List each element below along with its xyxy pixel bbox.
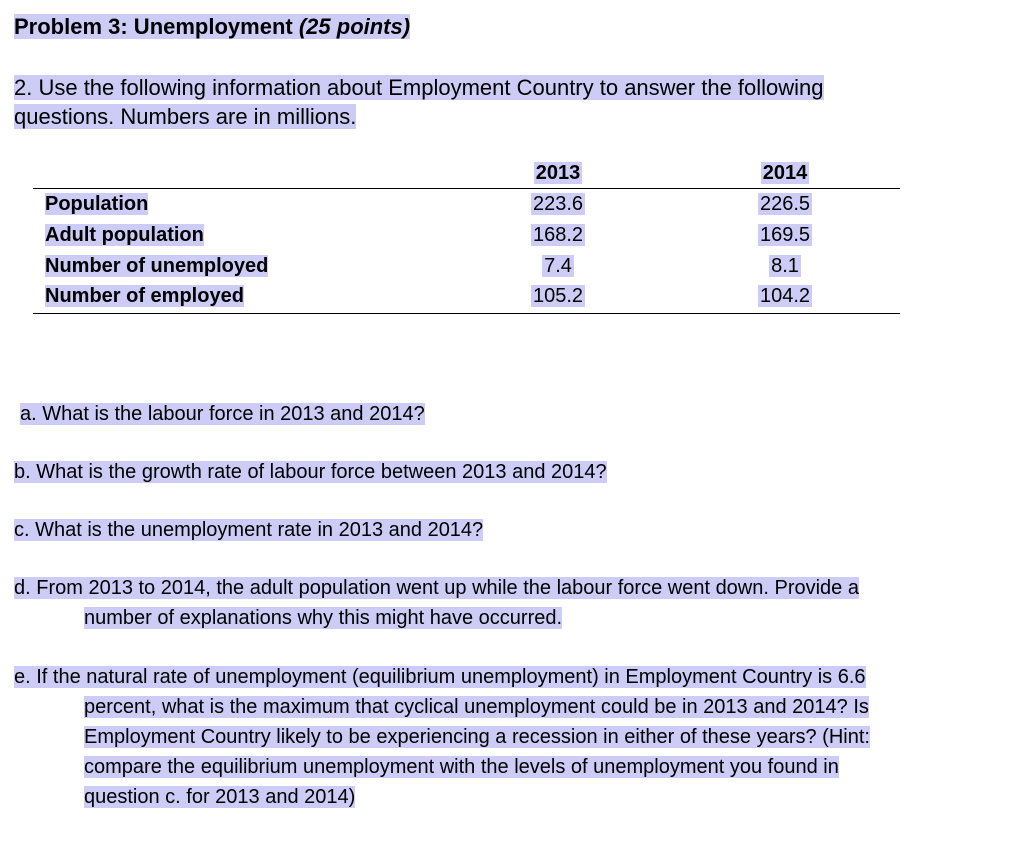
column-header-2013: 2013 (535, 162, 581, 184)
cell-unemployed-2014: 8.1 (771, 255, 799, 277)
cell-employed-2013: 105.2 (532, 285, 584, 307)
intro-paragraph (14, 73, 974, 131)
question-d: d. From 2013 to 2014, the adult population went up while the labour force went down. Provide a number of explanations why this might have occurred. (14, 577, 859, 629)
question-b: b. What is the growth rate of labour force between 2013 and 2014? (14, 461, 607, 483)
problem-title (14, 12, 410, 42)
cell-employed-2014: 104.2 (759, 285, 811, 307)
question-e: e. If the natural rate of unemployment (equilibrium unemployment) in Employment Country is 6.6 percent, what is the maximum that cyclical unemployment could be in 2013 and 2014? Is Employment Country likely to be experiencing a recession in either of these years? (Hint: compare the equilibrium unemployment with the levels of unemployment you found in question c. for 2013 and 2014) (14, 666, 870, 808)
cell-adult-population-2013: 168.2 (532, 224, 584, 246)
problem-points: (25 points) (298, 14, 411, 39)
row-label-population: Population (45, 193, 149, 215)
row-label-unemployed: Number of unemployed (45, 255, 269, 277)
intro-line-1: 2. Use the following information about Employment Country to answer the following (14, 75, 824, 100)
row-label-adult-population: Adult population (45, 224, 204, 246)
cell-adult-population-2014: 169.5 (759, 224, 811, 246)
question-c: c. What is the unemployment rate in 2013 and 2014? (14, 519, 484, 541)
data-table (33, 160, 900, 320)
intro-line-2: questions. Numbers are in millions. (14, 104, 357, 129)
column-header-2014: 2014 (762, 162, 808, 184)
row-label-employed: Number of employed (45, 285, 244, 307)
question-a: a. What is the labour force in 2013 and 2014? (20, 403, 425, 425)
cell-population-2013: 223.6 (532, 193, 584, 215)
table-bottom-rule (33, 313, 900, 314)
table-top-rule (33, 188, 900, 189)
cell-population-2014: 226.5 (759, 193, 811, 215)
cell-unemployed-2013: 7.4 (544, 255, 572, 277)
problem-title-main: Problem 3: Unemployment (14, 14, 299, 39)
